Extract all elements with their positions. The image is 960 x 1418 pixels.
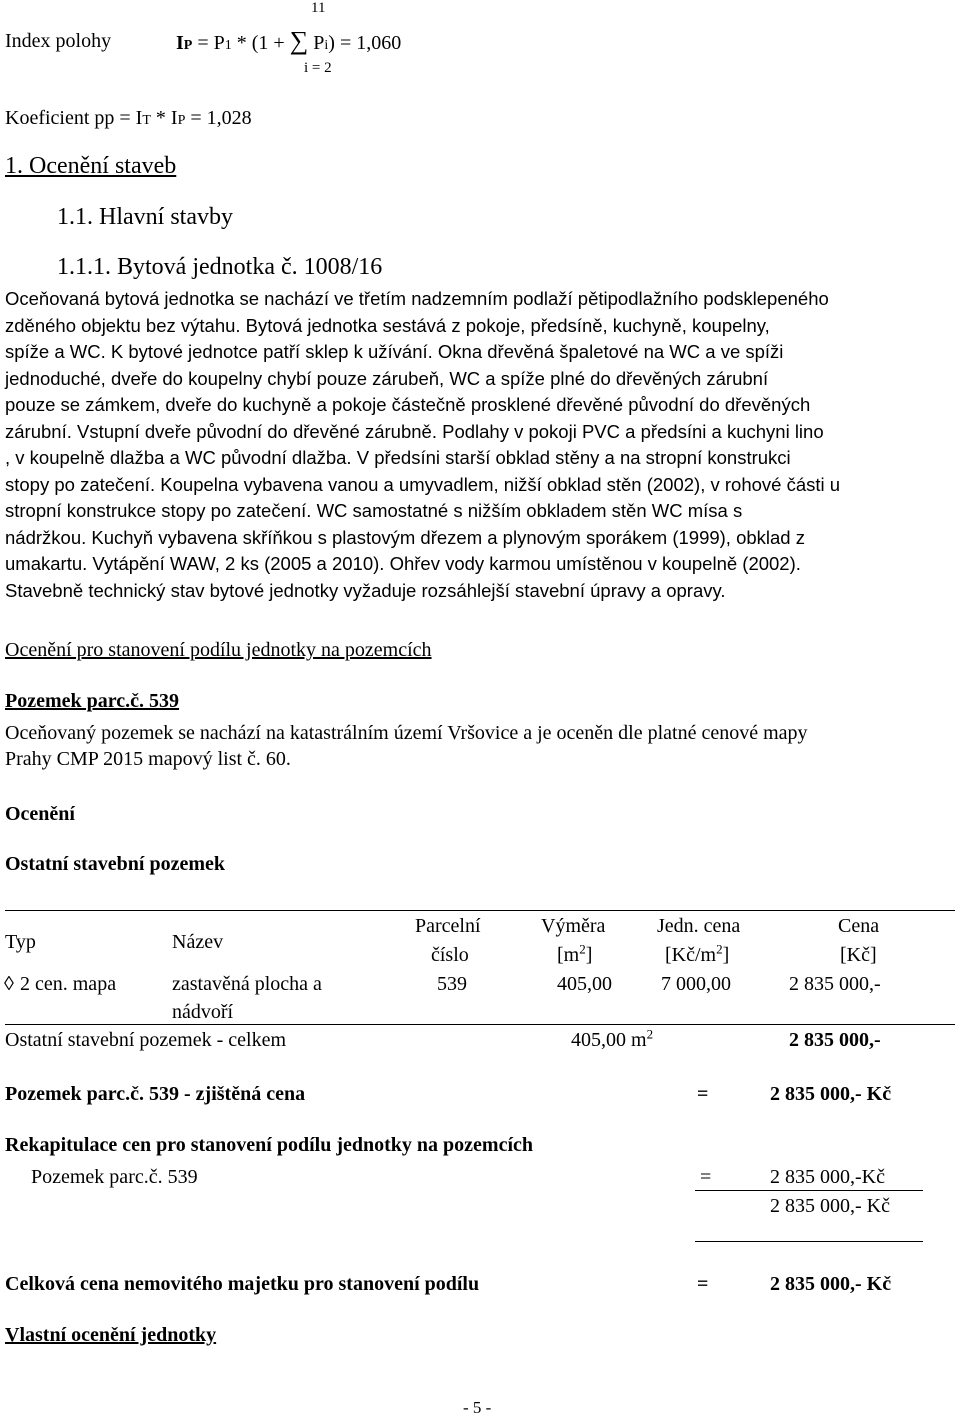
sigma-symbol: ∑ <box>289 26 309 55</box>
rekapitulace-subtotal: 2 835 000,- Kč <box>770 1195 890 1217</box>
table-total-area: 405,00 $m^2$ <box>571 1026 654 1051</box>
table-cell-vymera: 405,00 <box>557 973 612 995</box>
table-header-jedn-cena: Jedn. cena <box>657 915 741 937</box>
description-line: jednoduché, dveře do koupelny chybí pouze zárubeň, WC a spíže plné do dřevěných zárubní <box>5 367 769 389</box>
description-line: nádržkou. Kuchyň vybavena skříňkou s plastovým dřezem a plynovým sporákem (1999), obklad z <box>5 526 805 548</box>
description-line: Stavebně technický stav bytové jednotky vyžaduje rozsáhlejší stavební úpravy a opravy. <box>5 579 726 601</box>
zjistena-cena-label: Pozemek parc.č. 539 - zjištěná cena <box>5 1083 306 1105</box>
table-header-parcelni: Parcelní <box>415 915 481 937</box>
rekapitulace-rule-1 <box>695 1190 923 1191</box>
rekapitulace-item-value: 2 835 000,-Kč <box>770 1166 885 1188</box>
description-line: , v koupelně dlažba a WC původní dlažba. V předsíni starší obklad stěny a na stropní konstrukci <box>5 447 791 468</box>
celkova-cena-value: 2 835 000,- Kč <box>770 1273 892 1295</box>
description-line: pouze se zámkem, dveře do kuchyně a pokoje částečně prosklené dřevěné původní do dřevěných <box>5 394 811 415</box>
sum-upper-limit: 11 <box>311 0 326 16</box>
heading-hlavni-stavby: 1.1. Hlavní stavby <box>57 204 233 230</box>
table-header-cena-unit: [Kč] <box>840 944 877 966</box>
table-total-label: Ostatní stavební pozemek - celkem <box>5 1029 287 1051</box>
parcel-line: Oceňovaný pozemek se nachází na katastrálním území Vršovice a je oceněn dle platné cenové mapy <box>5 722 808 744</box>
table-cell-cena: 2 835 000,- <box>789 973 881 995</box>
table-header-typ: Typ <box>5 931 36 953</box>
rekapitulace-rule-2 <box>695 1241 923 1242</box>
heading-oceneni-staveb: 1. Ocenění staveb <box>5 153 177 179</box>
table-cell-jedn: 7 000,00 <box>661 973 731 995</box>
heading-ostatni-pozemek: Ostatní stavební pozemek <box>5 853 225 875</box>
zjistena-cena-eq: = <box>697 1083 709 1105</box>
parcel-description <box>5 720 957 772</box>
index-polohy-formula: IP = P1 * (1 + ∑ Pi) = 1,060 <box>176 26 402 55</box>
table-cell-typ: 2 cen. mapa <box>20 973 117 995</box>
table-header-vymera-unit: $[m^2]$ <box>557 941 593 966</box>
description-line: umakartu. Vytápění WAW, 2 ks (2005 a 2010). Ohřev vody karmou umístěnou v koupelně (2002). <box>5 553 801 574</box>
diamond-marker-icon: ◊ <box>4 973 14 995</box>
description-line: spíže a WC. K bytové jednotce patří sklep k užívání. Okna dřevěná špaletové na WC a ve spíži <box>5 341 784 362</box>
table-total-rule <box>5 1024 955 1025</box>
table-header-cislo: číslo <box>431 944 469 966</box>
rekapitulace-item-label: Pozemek parc.č. 539 <box>31 1166 198 1188</box>
table-cell-nazev-2: nádvoří <box>172 1001 234 1023</box>
table-header-nazev: Název <box>172 931 224 953</box>
table-header-cena: Cena <box>838 915 880 937</box>
table-total-price: 2 835 000,- <box>789 1029 881 1051</box>
table-header-jedn-unit: $[Kč/m^2]$ <box>665 941 730 966</box>
table-top-rule <box>5 910 955 911</box>
page-number: - 5 - <box>463 1398 492 1417</box>
heading-pozemek-parc: Pozemek parc.č. 539 <box>5 690 180 712</box>
table-cell-parcelni: 539 <box>437 973 467 995</box>
parcel-line: Prahy CMP 2015 mapový list č. 60. <box>5 748 291 770</box>
sum-lower-limit: i = 2 <box>304 60 332 76</box>
description-line: zděného objektu bez výtahu. Bytová jednotka sestává z pokoje, předsíně, kuchyně, koupelny, <box>5 314 770 336</box>
rekapitulace-heading: Rekapitulace cen pro stanovení podílu jednotky na pozemcích <box>5 1134 533 1156</box>
heading-oceneni-pozemku: Ocenění pro stanovení podílu jednotky na pozemcích <box>5 639 432 661</box>
koeficient-pp: Koeficient pp = IT * IP = 1,028 <box>5 107 252 129</box>
heading-oceneni: Ocenění <box>5 803 75 825</box>
table-header-vymera: Výměra <box>541 915 606 937</box>
description-line: Oceňovaná bytová jednotka se nachází ve třetím nadzemním podlaží pětipodlažního podsklepeného <box>5 288 829 309</box>
rekapitulace-item-eq: = <box>700 1166 712 1188</box>
description-paragraph <box>5 286 957 604</box>
celkova-cena-eq: = <box>697 1273 709 1295</box>
table-cell-nazev-1: zastavěná plocha a <box>172 973 322 995</box>
heading-bytova-jednotka: 1.1.1. Bytová jednotka č. 1008/16 <box>57 254 383 280</box>
description-line: zárubní. Vstupní dveře původní do dřevěné zárubně. Podlahy v pokoji PVC a předsíni a kuchyni lino <box>5 420 824 442</box>
description-line: stopy po zatečení. Koupelna vybavena vanou a umyvadlem, nižší obklad stěn (2002), v rohové části u <box>5 473 841 495</box>
heading-vlastni-oceneni: Vlastní ocenění jednotky <box>5 1324 217 1346</box>
celkova-cena-label: Celková cena nemovitého majetku pro stanovení podílu <box>5 1273 480 1295</box>
index-polohy-label: Index polohy <box>5 30 112 52</box>
description-line: stropní konstrukce stopy po zatečení. WC samostatné s nižším obkladem stěn WC mísa s <box>5 500 743 521</box>
zjistena-cena-value: 2 835 000,- Kč <box>770 1083 892 1105</box>
